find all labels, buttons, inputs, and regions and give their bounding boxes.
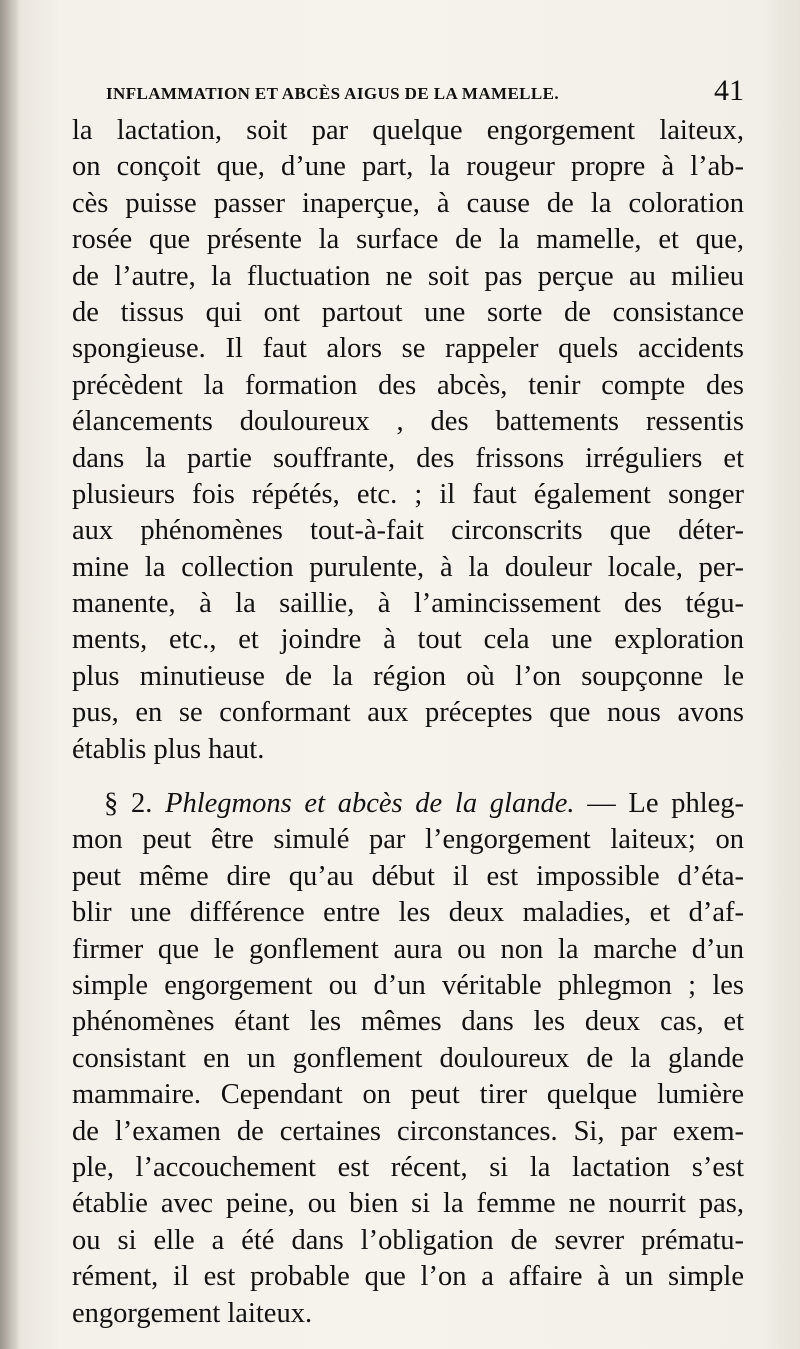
text-line: établis plus haut. (72, 733, 265, 765)
page-body (72, 113, 744, 1332)
section-title: Phlegmons et abcès de la glande. (165, 788, 575, 820)
text-line: pus, en se conformant aux préceptes que nous avons (72, 697, 744, 729)
text-line: de l’autre, la fluctuation ne soit pas perçue au milieu (72, 260, 744, 292)
text-line: précèdent la formation des abcès, tenir compte des (72, 369, 744, 401)
text-line: on conçoit que, d’une part, la rougeur propre à l’ab- (72, 151, 744, 183)
text-line: aux phénomènes tout-à-fait circonscrits que déter- (72, 515, 744, 547)
text-line: mine la collection purulente, à la douleur locale, per- (72, 551, 744, 583)
text-line: rosée que présente la surface de la mamelle, et que, (72, 224, 744, 256)
paragraph-2 (72, 786, 744, 1332)
text-line: engorgement laiteux. (72, 1297, 313, 1329)
page-header (106, 74, 744, 112)
paragraph-1 (72, 113, 744, 768)
text-line: cès puisse passer inaperçue, à cause de la coloration (72, 187, 744, 219)
binding-shadow (0, 0, 20, 1349)
text-line: de tissus qui ont partout une sorte de consistance (72, 296, 744, 328)
text-line: manente, à la saillie, à l’amincissement des tégu- (72, 588, 744, 620)
text-line: ments, etc., et joindre à tout cela une exploration (72, 624, 744, 656)
text-line: la lactation, soit par quelque engorgement laiteux, (72, 115, 744, 146)
text-line: plusieurs fois répétés, etc. ; il faut également songer (72, 478, 744, 510)
paragraph-gap (72, 768, 744, 786)
text-line: phénomènes étant les mêmes dans les deux cas, et (72, 1006, 744, 1038)
text-line: spongieuse. Il faut alors se rappeler quels accidents (72, 333, 744, 365)
text-line: mammaire. Cependant on peut tirer quelque lumière (72, 1079, 744, 1111)
text-line: blir une différence entre les deux maladies, et d’af- (72, 897, 744, 929)
page-number: 41 (714, 74, 744, 107)
text-line: de l’examen de certaines circonstances. Si, par exem- (72, 1115, 744, 1147)
text-line: dans la partie souffrante, des frissons irréguliers et (72, 442, 744, 474)
section-number: § 2. (104, 788, 153, 820)
running-title: INFLAMMATION ET ABCÈS AIGUS DE LA MAMELLE. (106, 84, 560, 103)
text-line: ou si elle a été dans l’obligation de sevrer prématu- (72, 1224, 744, 1256)
text-line: ple, l’accouchement est récent, si la lactation s’est (72, 1151, 744, 1183)
text-line: rément, il est probable que l’on a affaire à un simple (72, 1261, 744, 1293)
text-line: firmer que le gonflement aura ou non la marche d’un (72, 933, 744, 965)
text-line: peut même dire qu’au début il est impossible d’éta- (72, 860, 744, 892)
text-line: élancements douloureux , des battements ressentis (72, 406, 744, 438)
text-line: mon peut être simulé par l’engorgement laiteux; on (72, 824, 744, 856)
section-lead-text: — Le phleg- (574, 788, 745, 820)
text-line: plus minutieuse de la région où l’on soupçonne le (72, 660, 744, 692)
section-heading-line (72, 786, 744, 822)
text-line: établie avec peine, ou bien si la femme ne nourrit pas, (72, 1188, 744, 1220)
text-line: consistant en un gonflement douloureux de la glande (72, 1042, 744, 1074)
text-line: simple engorgement ou d’un véritable phlegmon ; les (72, 969, 744, 1001)
